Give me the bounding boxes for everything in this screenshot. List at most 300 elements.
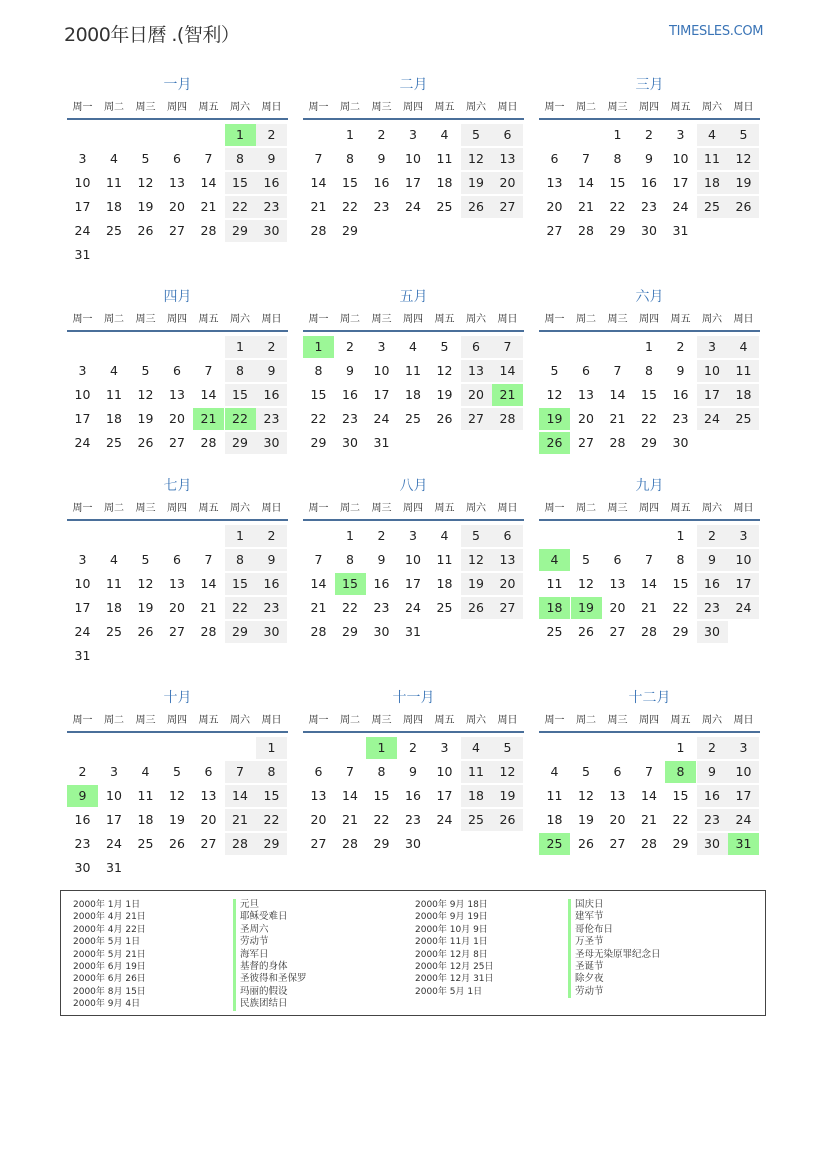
day-cell[interactable]: 11 <box>106 576 122 591</box>
day-cell[interactable]: 18 <box>546 812 563 827</box>
day-cell[interactable]: 24 <box>106 836 122 851</box>
day-cell[interactable]: 3 <box>409 528 417 543</box>
day-cell[interactable]: 28 <box>310 223 327 238</box>
day-cell[interactable]: 10 <box>74 576 91 591</box>
day-cell[interactable]: 2 <box>697 737 728 759</box>
day-cell[interactable]: 26 <box>137 223 154 238</box>
day-cell[interactable]: 27 <box>169 624 185 639</box>
day-cell[interactable]: 30 <box>256 432 287 454</box>
day-cell[interactable]: 25 <box>436 600 453 615</box>
day-cell[interactable]: 1 <box>346 528 354 543</box>
day-cell[interactable]: 24 <box>697 408 728 430</box>
day-cell[interactable]: 5 <box>173 764 181 779</box>
day-cell[interactable]: 22 <box>225 196 256 218</box>
day-cell[interactable]: 23 <box>74 836 91 851</box>
day-cell[interactable]: 13 <box>546 175 563 190</box>
day-cell[interactable]: 12 <box>137 387 154 402</box>
day-cell[interactable]: 1 <box>645 339 653 354</box>
day-cell[interactable]: 19 <box>137 600 154 615</box>
day-cell[interactable]: 4 <box>440 127 449 142</box>
day-cell[interactable]: 3 <box>728 737 759 759</box>
day-cell[interactable]: 8 <box>225 549 256 571</box>
day-cell[interactable]: 3 <box>377 339 386 354</box>
day-cell[interactable]: 16 <box>641 175 657 190</box>
day-cell[interactable]: 18 <box>461 785 492 807</box>
day-cell[interactable]: 25 <box>539 833 570 855</box>
day-cell[interactable]: 20 <box>169 199 185 214</box>
day-cell[interactable]: 14 <box>578 175 594 190</box>
day-cell[interactable]: 8 <box>225 360 256 382</box>
day-cell[interactable]: 4 <box>728 336 759 358</box>
day-cell[interactable]: 12 <box>578 788 594 803</box>
day-cell[interactable]: 4 <box>110 363 118 378</box>
day-cell[interactable]: 19 <box>461 573 492 595</box>
day-cell[interactable]: 21 <box>641 600 657 615</box>
day-cell[interactable]: 7 <box>645 552 653 567</box>
day-cell[interactable]: 13 <box>200 788 217 803</box>
day-cell[interactable]: 10 <box>74 175 91 190</box>
day-cell[interactable]: 16 <box>373 576 390 591</box>
day-cell[interactable]: 23 <box>697 597 728 619</box>
day-cell[interactable]: 7 <box>582 151 590 166</box>
day-cell[interactable]: 15 <box>672 576 689 591</box>
day-cell[interactable]: 1 <box>676 740 685 755</box>
day-cell[interactable]: 29 <box>310 435 327 450</box>
day-cell[interactable]: 14 <box>641 576 657 591</box>
day-cell[interactable]: 28 <box>641 624 657 639</box>
day-cell[interactable]: 22 <box>256 809 287 831</box>
day-cell[interactable]: 18 <box>137 812 154 827</box>
day-cell[interactable]: 29 <box>225 621 256 643</box>
day-cell[interactable]: 1 <box>613 127 622 142</box>
day-cell[interactable]: 8 <box>256 761 287 783</box>
day-cell[interactable]: 25 <box>106 435 122 450</box>
day-cell[interactable]: 8 <box>645 363 653 378</box>
day-cell[interactable]: 9 <box>676 363 685 378</box>
day-cell[interactable]: 17 <box>672 175 689 190</box>
day-cell[interactable]: 31 <box>74 247 91 262</box>
day-cell[interactable]: 27 <box>310 836 327 851</box>
day-cell[interactable]: 29 <box>342 223 358 238</box>
day-cell[interactable]: 20 <box>310 812 327 827</box>
day-cell[interactable]: 22 <box>225 408 256 430</box>
day-cell[interactable]: 21 <box>492 384 523 406</box>
day-cell[interactable]: 19 <box>571 597 602 619</box>
day-cell[interactable]: 31 <box>728 833 759 855</box>
day-cell[interactable]: 27 <box>169 223 185 238</box>
day-cell[interactable]: 23 <box>256 408 287 430</box>
day-cell[interactable]: 13 <box>169 387 185 402</box>
day-cell[interactable]: 13 <box>492 549 523 571</box>
day-cell[interactable]: 28 <box>492 408 523 430</box>
day-cell[interactable]: 30 <box>697 833 728 855</box>
day-cell[interactable]: 16 <box>74 812 91 827</box>
day-cell[interactable]: 30 <box>256 220 287 242</box>
day-cell[interactable]: 23 <box>373 600 390 615</box>
day-cell[interactable]: 19 <box>492 785 523 807</box>
day-cell[interactable]: 21 <box>609 411 626 426</box>
day-cell[interactable]: 11 <box>697 148 728 170</box>
day-cell[interactable]: 24 <box>728 809 759 831</box>
day-cell[interactable]: 19 <box>461 172 492 194</box>
day-cell[interactable]: 5 <box>141 552 150 567</box>
day-cell[interactable]: 14 <box>200 387 217 402</box>
day-cell[interactable]: 6 <box>550 151 559 166</box>
day-cell[interactable]: 18 <box>106 600 122 615</box>
day-cell[interactable]: 10 <box>74 387 91 402</box>
day-cell[interactable]: 30 <box>641 223 657 238</box>
day-cell[interactable]: 28 <box>342 836 358 851</box>
day-cell[interactable]: 21 <box>310 199 327 214</box>
day-cell[interactable]: 20 <box>200 812 217 827</box>
day-cell[interactable]: 2 <box>377 127 386 142</box>
day-cell[interactable]: 15 <box>335 573 366 595</box>
day-cell[interactable]: 25 <box>137 836 154 851</box>
day-cell[interactable]: 6 <box>173 363 181 378</box>
day-cell[interactable]: 17 <box>405 175 421 190</box>
day-cell[interactable]: 2 <box>346 339 354 354</box>
day-cell[interactable]: 26 <box>137 435 154 450</box>
day-cell[interactable]: 13 <box>461 360 492 382</box>
day-cell[interactable]: 14 <box>310 576 327 591</box>
day-cell[interactable]: 16 <box>256 573 287 595</box>
day-cell[interactable]: 21 <box>342 812 358 827</box>
day-cell[interactable]: 10 <box>728 549 759 571</box>
day-cell[interactable]: 12 <box>137 576 154 591</box>
day-cell[interactable]: 25 <box>106 223 122 238</box>
day-cell[interactable]: 21 <box>193 408 224 430</box>
day-cell[interactable]: 2 <box>256 525 287 547</box>
day-cell[interactable]: 31 <box>373 435 390 450</box>
day-cell[interactable]: 31 <box>74 648 91 663</box>
day-cell[interactable]: 12 <box>578 576 594 591</box>
day-cell[interactable]: 30 <box>697 621 728 643</box>
day-cell[interactable]: 29 <box>373 836 390 851</box>
day-cell[interactable]: 29 <box>672 836 689 851</box>
day-cell[interactable]: 21 <box>641 812 657 827</box>
day-cell[interactable]: 12 <box>728 148 759 170</box>
day-cell[interactable]: 8 <box>613 151 622 166</box>
day-cell[interactable]: 12 <box>461 549 492 571</box>
day-cell[interactable]: 12 <box>169 788 185 803</box>
day-cell[interactable]: 7 <box>204 552 213 567</box>
day-cell[interactable]: 10 <box>672 151 689 166</box>
day-cell[interactable]: 9 <box>409 764 417 779</box>
day-cell[interactable]: 25 <box>728 408 759 430</box>
day-cell[interactable]: 11 <box>728 360 759 382</box>
day-cell[interactable]: 16 <box>256 384 287 406</box>
day-cell[interactable]: 17 <box>436 788 453 803</box>
day-cell[interactable]: 16 <box>342 387 358 402</box>
day-cell[interactable]: 5 <box>461 525 492 547</box>
day-cell[interactable]: 28 <box>578 223 594 238</box>
day-cell[interactable]: 13 <box>169 175 185 190</box>
day-cell[interactable]: 5 <box>582 552 590 567</box>
day-cell[interactable]: 26 <box>436 411 453 426</box>
day-cell[interactable]: 10 <box>405 151 421 166</box>
day-cell[interactable]: 24 <box>74 223 91 238</box>
day-cell[interactable]: 27 <box>578 435 594 450</box>
day-cell[interactable]: 12 <box>461 148 492 170</box>
day-cell[interactable]: 9 <box>645 151 653 166</box>
day-cell[interactable]: 12 <box>546 387 563 402</box>
day-cell[interactable]: 19 <box>539 408 570 430</box>
day-cell[interactable]: 17 <box>74 199 91 214</box>
day-cell[interactable]: 9 <box>697 549 728 571</box>
day-cell[interactable]: 26 <box>137 624 154 639</box>
day-cell[interactable]: 20 <box>609 600 626 615</box>
day-cell[interactable]: 29 <box>225 432 256 454</box>
day-cell[interactable]: 26 <box>539 432 570 454</box>
day-cell[interactable]: 14 <box>609 387 626 402</box>
day-cell[interactable]: 15 <box>225 573 256 595</box>
day-cell[interactable]: 28 <box>609 435 626 450</box>
day-cell[interactable]: 6 <box>173 151 181 166</box>
day-cell[interactable]: 22 <box>342 199 358 214</box>
day-cell[interactable]: 7 <box>314 552 323 567</box>
day-cell[interactable]: 29 <box>256 833 287 855</box>
day-cell[interactable]: 9 <box>256 360 287 382</box>
day-cell[interactable]: 27 <box>200 836 217 851</box>
day-cell[interactable]: 21 <box>310 600 327 615</box>
day-cell[interactable]: 11 <box>106 387 122 402</box>
day-cell[interactable]: 16 <box>697 573 728 595</box>
day-cell[interactable]: 8 <box>225 148 256 170</box>
day-cell[interactable]: 31 <box>405 624 421 639</box>
day-cell[interactable]: 22 <box>373 812 390 827</box>
day-cell[interactable]: 2 <box>256 124 287 146</box>
day-cell[interactable]: 13 <box>609 788 626 803</box>
day-cell[interactable]: 16 <box>697 785 728 807</box>
day-cell[interactable]: 16 <box>373 175 390 190</box>
day-cell[interactable]: 15 <box>225 384 256 406</box>
day-cell[interactable]: 14 <box>200 175 217 190</box>
day-cell[interactable]: 24 <box>405 199 421 214</box>
day-cell[interactable]: 15 <box>256 785 287 807</box>
day-cell[interactable]: 7 <box>492 336 523 358</box>
day-cell[interactable]: 25 <box>405 411 421 426</box>
day-cell[interactable]: 29 <box>609 223 626 238</box>
day-cell[interactable]: 16 <box>405 788 421 803</box>
day-cell[interactable]: 18 <box>539 597 570 619</box>
day-cell[interactable]: 28 <box>310 624 327 639</box>
day-cell[interactable]: 28 <box>200 223 217 238</box>
day-cell[interactable]: 4 <box>440 528 449 543</box>
day-cell[interactable]: 4 <box>110 552 118 567</box>
day-cell[interactable]: 28 <box>200 435 217 450</box>
day-cell[interactable]: 3 <box>697 336 728 358</box>
day-cell[interactable]: 30 <box>342 435 358 450</box>
day-cell[interactable]: 18 <box>728 384 759 406</box>
day-cell[interactable]: 22 <box>310 411 327 426</box>
day-cell[interactable]: 20 <box>461 384 492 406</box>
day-cell[interactable]: 21 <box>200 199 217 214</box>
day-cell[interactable]: 15 <box>225 172 256 194</box>
day-cell[interactable]: 16 <box>256 172 287 194</box>
day-cell[interactable]: 2 <box>409 740 417 755</box>
day-cell[interactable]: 13 <box>578 387 594 402</box>
day-cell[interactable]: 7 <box>645 764 653 779</box>
day-cell[interactable]: 27 <box>609 624 626 639</box>
day-cell[interactable]: 5 <box>728 124 759 146</box>
day-cell[interactable]: 4 <box>409 339 417 354</box>
day-cell[interactable]: 23 <box>342 411 358 426</box>
day-cell[interactable]: 2 <box>676 339 685 354</box>
day-cell[interactable]: 8 <box>665 761 696 783</box>
day-cell[interactable]: 8 <box>314 363 323 378</box>
day-cell[interactable]: 10 <box>405 552 421 567</box>
day-cell[interactable]: 16 <box>672 387 689 402</box>
day-cell[interactable]: 2 <box>256 336 287 358</box>
day-cell[interactable]: 27 <box>492 196 523 218</box>
day-cell[interactable]: 20 <box>169 411 185 426</box>
day-cell[interactable]: 25 <box>461 809 492 831</box>
day-cell[interactable]: 24 <box>436 812 453 827</box>
day-cell[interactable]: 1 <box>256 737 287 759</box>
day-cell[interactable]: 17 <box>106 812 122 827</box>
day-cell[interactable]: 29 <box>672 624 689 639</box>
day-cell[interactable]: 23 <box>256 196 287 218</box>
day-cell[interactable]: 15 <box>342 175 358 190</box>
day-cell[interactable]: 26 <box>461 597 492 619</box>
day-cell[interactable]: 28 <box>641 836 657 851</box>
day-cell[interactable]: 11 <box>461 761 492 783</box>
day-cell[interactable]: 17 <box>405 576 421 591</box>
day-cell[interactable]: 6 <box>314 764 323 779</box>
day-cell[interactable]: 11 <box>436 151 453 166</box>
day-cell[interactable]: 15 <box>672 788 689 803</box>
day-cell[interactable]: 18 <box>405 387 421 402</box>
day-cell[interactable]: 26 <box>578 836 594 851</box>
day-cell[interactable]: 27 <box>461 408 492 430</box>
day-cell[interactable]: 26 <box>578 624 594 639</box>
day-cell[interactable]: 10 <box>728 761 759 783</box>
day-cell[interactable]: 9 <box>256 549 287 571</box>
day-cell[interactable]: 13 <box>609 576 626 591</box>
day-cell[interactable]: 2 <box>377 528 386 543</box>
day-cell[interactable]: 3 <box>440 740 449 755</box>
day-cell[interactable]: 26 <box>169 836 185 851</box>
day-cell[interactable]: 17 <box>728 573 759 595</box>
day-cell[interactable]: 22 <box>672 600 689 615</box>
day-cell[interactable]: 22 <box>641 411 657 426</box>
day-cell[interactable]: 4 <box>550 764 559 779</box>
day-cell[interactable]: 2 <box>645 127 653 142</box>
day-cell[interactable]: 30 <box>405 836 421 851</box>
day-cell[interactable]: 10 <box>106 788 122 803</box>
day-cell[interactable]: 30 <box>74 860 91 875</box>
day-cell[interactable]: 26 <box>728 196 759 218</box>
day-cell[interactable]: 8 <box>676 552 685 567</box>
day-cell[interactable]: 18 <box>106 411 122 426</box>
day-cell[interactable]: 29 <box>641 435 657 450</box>
day-cell[interactable]: 13 <box>492 148 523 170</box>
day-cell[interactable]: 25 <box>697 196 728 218</box>
day-cell[interactable]: 7 <box>225 761 256 783</box>
day-cell[interactable]: 11 <box>436 552 453 567</box>
day-cell[interactable]: 4 <box>697 124 728 146</box>
day-cell[interactable]: 7 <box>613 363 622 378</box>
day-cell[interactable]: 30 <box>373 624 390 639</box>
day-cell[interactable]: 12 <box>137 175 154 190</box>
day-cell[interactable]: 22 <box>609 199 626 214</box>
day-cell[interactable]: 9 <box>697 761 728 783</box>
day-cell[interactable]: 19 <box>137 199 154 214</box>
day-cell[interactable]: 14 <box>342 788 358 803</box>
day-cell[interactable]: 21 <box>225 809 256 831</box>
day-cell[interactable]: 13 <box>310 788 327 803</box>
day-cell[interactable]: 24 <box>672 199 689 214</box>
day-cell[interactable]: 5 <box>550 363 559 378</box>
day-cell[interactable]: 24 <box>74 435 91 450</box>
day-cell[interactable]: 5 <box>440 339 449 354</box>
day-cell[interactable]: 6 <box>582 363 590 378</box>
day-cell[interactable]: 18 <box>436 576 453 591</box>
day-cell[interactable]: 4 <box>539 549 570 571</box>
day-cell[interactable]: 12 <box>436 363 453 378</box>
site-link[interactable]: TIMESLES.COM <box>669 24 764 39</box>
day-cell[interactable]: 14 <box>225 785 256 807</box>
day-cell[interactable]: 14 <box>310 175 327 190</box>
day-cell[interactable]: 24 <box>373 411 390 426</box>
day-cell[interactable]: 17 <box>728 785 759 807</box>
day-cell[interactable]: 7 <box>314 151 323 166</box>
day-cell[interactable]: 6 <box>613 764 622 779</box>
day-cell[interactable]: 30 <box>672 435 689 450</box>
day-cell[interactable]: 6 <box>613 552 622 567</box>
day-cell[interactable]: 20 <box>578 411 594 426</box>
day-cell[interactable]: 24 <box>728 597 759 619</box>
day-cell[interactable]: 17 <box>697 384 728 406</box>
day-cell[interactable]: 11 <box>106 175 122 190</box>
day-cell[interactable]: 24 <box>405 600 421 615</box>
day-cell[interactable]: 19 <box>169 812 185 827</box>
day-cell[interactable]: 8 <box>346 151 354 166</box>
day-cell[interactable]: 20 <box>546 199 563 214</box>
day-cell[interactable]: 19 <box>728 172 759 194</box>
day-cell[interactable]: 9 <box>67 785 98 807</box>
day-cell[interactable]: 2 <box>697 525 728 547</box>
day-cell[interactable]: 27 <box>492 597 523 619</box>
day-cell[interactable]: 23 <box>697 809 728 831</box>
day-cell[interactable]: 4 <box>141 764 150 779</box>
day-cell[interactable]: 11 <box>546 576 563 591</box>
day-cell[interactable]: 20 <box>492 172 523 194</box>
day-cell[interactable]: 19 <box>137 411 154 426</box>
day-cell[interactable]: 7 <box>204 363 213 378</box>
day-cell[interactable]: 11 <box>546 788 563 803</box>
day-cell[interactable]: 6 <box>173 552 181 567</box>
day-cell[interactable]: 10 <box>697 360 728 382</box>
day-cell[interactable]: 15 <box>310 387 327 402</box>
day-cell[interactable]: 6 <box>461 336 492 358</box>
day-cell[interactable]: 14 <box>200 576 217 591</box>
day-cell[interactable]: 1 <box>676 528 685 543</box>
day-cell[interactable]: 1 <box>366 737 397 759</box>
day-cell[interactable]: 19 <box>436 387 453 402</box>
day-cell[interactable]: 5 <box>582 764 590 779</box>
day-cell[interactable]: 7 <box>204 151 213 166</box>
day-cell[interactable]: 3 <box>409 127 417 142</box>
day-cell[interactable]: 6 <box>492 525 523 547</box>
day-cell[interactable]: 26 <box>492 809 523 831</box>
day-cell[interactable]: 28 <box>200 624 217 639</box>
day-cell[interactable]: 6 <box>204 764 213 779</box>
day-cell[interactable]: 24 <box>74 624 91 639</box>
day-cell[interactable]: 9 <box>377 151 386 166</box>
day-cell[interactable]: 11 <box>137 788 154 803</box>
day-cell[interactable]: 9 <box>377 552 386 567</box>
